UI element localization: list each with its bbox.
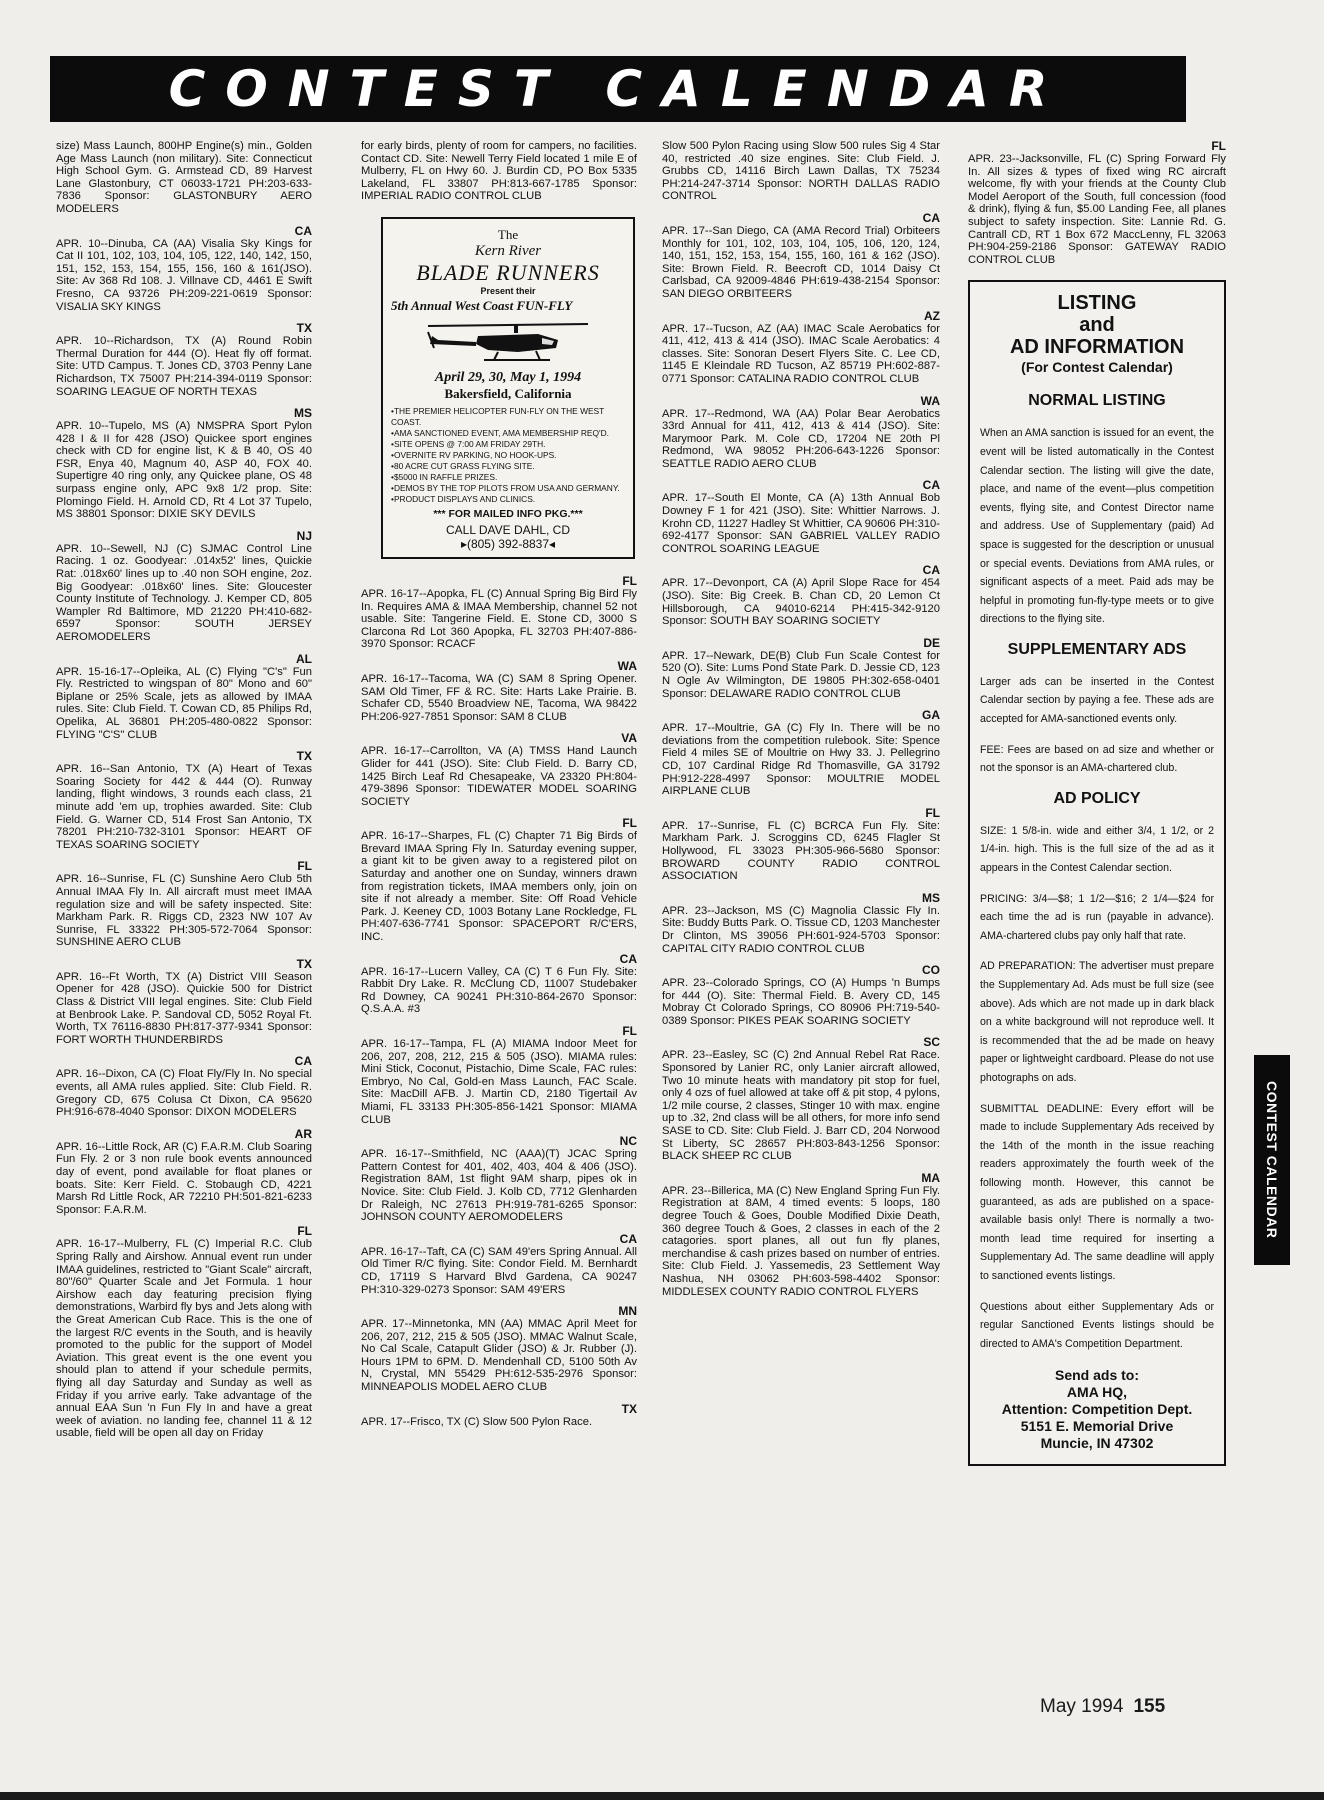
entry-text: APR. 17--Devonport, CA (A) April Slope Race for 454 (JSO). Site: Big Creek. B. Chan CD, 20 Lemon Ct Hillsborough, CA 94010-6214 PH:415-342-9120 Sponsor: SOUTH BAY SOARING SOCIETY — [662, 577, 940, 628]
entry-text: APR. 16-17--Mulberry, FL (C) Imperial R.C. Club Spring Rally and Airshow. Annual event run under IMAA guidelines, restricted to "Giant Scale" aircraft, 80"/60" Quarter Scale and Jet Formula. 1 hour Airshow each day featuring precision flying demonstrations, Warbird fly bys and Jets along with the Great American Cub Race. This is the one of the largest R/C events in the South, and is heavily promoted to the public for the support of Model Aviation. This great event is the one event you should plan to attend if your schedule permits, flying all day Saturday and Sunday as well as Friday if you arrive early. Take advantage of the annual EAA Sun 'n Fun Fly In and have a great week of aviation. no landing fee, channel 11 & 12 usable, field will be open all day on Friday — [56, 1238, 312, 1440]
calendar-entry — [56, 653, 312, 742]
questions-text: Questions about either Supplementary Ads or regular Sanctioned Events listings should be directed to AMA's Competition Department. — [980, 1300, 1214, 1350]
entry-text: APR. 10--Richardson, TX (A) Round Robin Thermal Duration for 444 (O). Heat fly off format. Site: UTD Campus. T. Jones CD, 3703 Penny Lane Richardson, TX 75007 PH:214-394-0119 Sponsor: SOARING LEAGUE OF NORTH TEXAS — [56, 335, 312, 398]
entry-text: APR. 15-16-17--Opleika, AL (C) Flying "C's" Fun Fly. Restricted to wingspan of 80" Mono and 60" Biplane or 25% Scale, jets as allowed by IMAA rules. Site: Club Field. T. Cowan CD, 85 Philips Rd, Opelika, AL 36801 PH:205-480-0822 Sponsor: FLYING "C'S" CLUB — [56, 665, 312, 741]
state-code: SC — [923, 1035, 940, 1050]
state-code: TX — [296, 956, 312, 971]
flyer-bullet: • PRODUCT DISPLAYS AND CLINICS. — [391, 494, 625, 505]
calendar-column-4 — [968, 140, 1226, 1720]
state-code: CA — [922, 210, 940, 225]
flyer-bullet: • OVERNITE RV PARKING, NO HOOK-UPS. — [391, 450, 625, 461]
entry-text: APR. 16-17--Carrollton, VA (A) TMSS Hand Launch Glider for 441 (JSO). Site: Club Field. D. Barry CD, 1425 Birch Leaf Rd Chesapeake, VA 23320 PH:804-479-3896 Sponsor: TIDEWATER MODEL SOARING SOCIETY — [361, 745, 637, 808]
state-code: FL — [297, 1224, 312, 1239]
calendar-entry — [56, 958, 312, 1047]
state-code: AR — [294, 1126, 312, 1141]
fee-text: FEE: Fees are based on ad size and whether or not the sponsor is an AMA-chartered club. — [980, 743, 1214, 775]
send-ads-label: Send ads to: — [1054, 1367, 1139, 1384]
flyer-bullet: • DEMOS BY THE TOP PILOTS FROM USA AND GERMANY. — [391, 483, 625, 494]
entry-text: APR. 10--Tupelo, MS (A) NMSPRA Sport Pylon 428 I & II for 428 (JSO) Quickee sport engines check with CD for engine list, K & B 40, OS 40 FSR, Enya 40, Magnum 40, ASP 40, FOX 40. Supertigre 40 ring only, any Quickee plane, OS 48 surpass engine only, APC 9x8 1/2 prop. Site: Plomingo Field. H. Arnold CD, Rt 4 Lot 37 Tupelo, MS 38801 Sponsor: DIXIE SKY DEVILS — [56, 420, 312, 521]
calendar-entry — [56, 530, 312, 644]
state-code: TX — [296, 749, 312, 764]
send-ads-org: AMA HQ, — [1066, 1384, 1128, 1401]
normal-listing-heading: NORMAL LISTING — [1028, 392, 1166, 410]
calendar-entry — [56, 1055, 312, 1118]
calendar-entry — [361, 1233, 637, 1296]
flyer-dates: April 29, 30, May 1, 1994 — [434, 369, 582, 385]
state-code: WA — [920, 393, 940, 408]
entry-text: APR. 17--Sunrise, FL (C) BCRCA Fun Fly. Site: Markham Park. J. Scroggins CD, 6245 Flagler St Hollywood, FL 33023 PH:305-966-5680 Sponsor: BROWARD COUNTY RADIO CONTROL ASSOCIATION — [662, 819, 940, 883]
calendar-entry — [56, 1225, 312, 1440]
state-code: AL — [296, 651, 312, 666]
calendar-entry — [361, 1403, 637, 1429]
calendar-entry — [361, 1305, 637, 1394]
calendar-entry — [56, 860, 312, 949]
state-code: TX — [621, 1401, 637, 1416]
calendar-entry — [56, 225, 312, 314]
state-code: TX — [296, 321, 312, 336]
calendar-column-3 — [662, 140, 940, 1720]
info-subtitle: (For Contest Calendar) — [1021, 359, 1173, 376]
state-code: CA — [294, 1054, 312, 1069]
info-title-and: and — [1079, 314, 1115, 337]
state-code: DE — [923, 635, 940, 650]
calendar-entry — [662, 212, 940, 301]
flyer-call: CALL DAVE DAHL, CD — [445, 522, 571, 537]
calendar-entry — [662, 1036, 940, 1162]
entry-text: APR. 23--Jackson, MS (C) Magnolia Classic Fly In. Site: Buddy Butts Park. O. Tissue CD, 1203 Manchester Dr Clinton, MS 39056 PH:601-924-5703 Sponsor: CAPITAL CITY RADIO CONTROL CLUB — [662, 904, 940, 955]
entry-text: APR. 10--Sewell, NJ (C) SJMAC Control Line Racing. 1 oz. Goodyear: .014x52' lines, Quickie Rat: .018x60' lines up to .40 non SOH engine, 2oz. Big Goodyear: .018x60' lines. Site: Gloucester County Institute of Technology. J. Kemper CD, 805 Wampler Rd Baltimore, MD 21220 PH:410-682-6597 Sponsor: SOUTH JERSEY AEROMODELERS — [56, 542, 312, 643]
flyer-bullet: • THE PREMIER HELICOPTER FUN-FLY ON THE WEST COAST. — [391, 406, 625, 428]
calendar-entry — [361, 1025, 637, 1126]
entry-text: APR. 17--Moultrie, GA (C) Fly In. There will be no deviations from the competition rulebook. Site: Spence Field 4 miles SE of Moultrie on Hwy 33. J. Pellegrino CD, 107 Cardinal Ridge Rd Thomasville, GA 31792 PH:912-228-4997 Sponsor: MOULTRIE MODEL AIRPLANE CLUB — [662, 722, 940, 798]
state-code: MA — [921, 1170, 940, 1185]
side-tab-label: CONTEST CALENDAR — [1264, 1081, 1280, 1239]
helicopter-icon — [418, 318, 598, 368]
page-number: 155 — [1133, 1696, 1166, 1717]
flyer-blade-runners: BLADE RUNNERS — [416, 259, 600, 285]
entry-text: APR. 16-17--Sharpes, FL (C) Chapter 71 Big Birds of Brevard IMAA Spring Fly In. Saturday evening supper, a giant kit to be given away to a registered pilot on Saturday and another one on Sunday, winners drawn from registration tickets, IMAA members only, join on site if not already a member. Site: Off Road Vehicle Park. J. Keeney CD, 1003 Botany Lane Rockledge, FL PH:407-636-7741 Sponsor: SPACEPORT R/C'ERS, INC. — [361, 830, 637, 944]
flyer-annual: 5th Annual West Coast FUN-FLY — [391, 297, 573, 313]
calendar-entry — [662, 1172, 940, 1298]
state-code: WA — [617, 658, 637, 673]
banner-title: CONTEST CALENDAR — [168, 60, 1068, 118]
state-code: MS — [922, 890, 940, 905]
calendar-entry — [361, 953, 637, 1016]
normal-listing-text: When an AMA sanction is issued for an event, the event will be listed automatically in the Contest Calendar section. The listing will give the date, place, and name of the event—plus competition events, flying site, and Contest Director name and address. Use of Supplementary (paid) Ad space is suggested for the description or unusual or special events. Deviations from AMA rules, or significant aspects of a meet. Paid ads may be helpful in promoting fun-fly-type meets or to give directions to the flying site. — [980, 427, 1214, 626]
flyer-bullet: • 80 ACRE CUT GRASS FLYING SITE. — [391, 461, 625, 472]
calendar-entry — [662, 637, 940, 700]
state-code: CA — [294, 223, 312, 238]
entry-text: APR. 23--Jacksonville, FL (C) Spring Forward Fly In. All sizes & types of fixed wing RC aircraft welcome, fly with your friends at the County Club Model Aeroport of the South, full concession (food & drink), flying & fun, $5.00 Landing Fee, all planes subject to safety inspection. Site: Lannie Rd. G. Cantrall CD, RT 1 Box 672 MaccLenny, FL 32063 PH:904-259-2186 Sponsor: GATEWAY RADIO CONTROL CLUB — [968, 153, 1226, 266]
state-code: MS — [294, 406, 312, 421]
state-code: CO — [922, 963, 940, 978]
supplementary-ads-text: Larger ads can be inserted in the Contest Calendar section by paying a fee. These ads are accepted for AMA-sanctioned events only. — [980, 675, 1214, 726]
page-footer — [1040, 1696, 1165, 1718]
entry-text: APR. 17--South El Monte, CA (A) 13th Annual Bob Downey F 1 for 421 (JSO). Site: Whittier Narrows. J. Krohn CD, 11227 Hadley St Whittier, CA 90606 PH:310-692-4177 Sponsor: SAN GABRIEL VALLEY RADIO CONTROL SOARING LEAGUE — [662, 492, 940, 555]
flyer-bullet: • $5000 IN RAFFLE PRIZES. — [391, 472, 625, 483]
entry-text: APR. 17--Tucson, AZ (AA) IMAC Scale Aerobatics for 411, 412, 413 & 414 (JSO). IMAC Scale Aerobatics: 4 classes. Site: Sonoran Desert Flyers Site. C. Lee CD, 1145 E Kleindale RD Tucson, AZ 85719 PH:602-887-0771 Sponsor: CATALINA RADIO CONTROL CLUB — [662, 322, 940, 385]
state-code: VA — [621, 731, 637, 746]
flyer-bullet-list — [391, 406, 625, 505]
info-title-ad-information: AD INFORMATION — [1009, 336, 1185, 359]
state-code: FL — [622, 1024, 637, 1038]
calendar-entry — [662, 807, 940, 883]
entry-text: APR. 16--Little Rock, AR (C) F.A.R.M. Club Soaring Fun Fly. 2 or 3 non rule book events announced day of event, pond available for float planes or boats. Site: Kerr Field. C. Stobaugh CD, 4221 Marsh Rd Little Rock, AR 72210 PH:501-821-6233 Sponsor: F.A.R.M. — [56, 1140, 312, 1216]
calendar-entry — [662, 964, 940, 1027]
supplementary-ads-heading: SUPPLEMENTARY ADS — [1007, 640, 1187, 658]
calendar-entry — [662, 395, 940, 471]
calendar-entry — [361, 817, 637, 943]
flyer-kern-river: Kern River — [474, 242, 542, 259]
state-code: MN — [618, 1304, 637, 1319]
issue-date: May 1994 — [1040, 1696, 1124, 1717]
state-code: FL — [925, 805, 940, 820]
submittal-deadline-text: SUBMITTAL DEADLINE: Every effort will be made to include Supplementary Ads received by the 14th of the month in the issue reaching readers approximately the fourth week of the following month. However, this cannot be guaranteed, as ads are published on a space-available basis only! There is normally a two-month lead time required for inserting a Supplementary Ad. The same deadline will apply to sanctioned events listings. — [980, 1102, 1214, 1282]
listing-ad-info-box — [968, 280, 1226, 1466]
flyer-bullet: • SITE OPENS @ 7:00 AM FRIDAY 29TH. — [391, 439, 625, 450]
calendar-entry — [361, 575, 637, 651]
state-code: NC — [619, 1134, 637, 1149]
state-code: FL — [622, 573, 637, 588]
state-code: CA — [922, 563, 940, 578]
entry-text: APR. 17--Minnetonka, MN (AA) MMAC April Meet for 206, 207, 212, 215 & 505 (JSO). MMAC Walnut Scale, No Cal Scale, Catapult Glider (JSO) & Jr. Rubber (J). Hours 1PM to 6PM. D. Mendenhall CD, 5100 50th Av N, Crystal, MN 55429 PH:612-535-2976 Sponsor: MINNEAPOLIS MODEL AERO CLUB — [361, 1318, 637, 1394]
entry-text: APR. 17--Frisco, TX (C) Slow 500 Pylon Race. — [361, 1415, 593, 1428]
state-code: FL — [622, 816, 637, 831]
flyer-the: The — [497, 226, 519, 242]
entry-text: APR. 17--Redmond, WA (AA) Polar Bear Aerobatics 33rd Annual for 411, 412, 413 & 414 (JSO). Site: Marymoor Park. M. Cole CD, 17204 NE 20th Pl Redmond, WA 98052 PH:206-643-1226 Sponsor: SEATTLE RADIO AERO CLUB — [662, 407, 940, 470]
size-text: SIZE: 1 5/8-in. wide and either 3/4, 1 1/2, or 2 1/4-in. high. This is the full size of the ad as it appears in the Contest Calendar section. — [980, 824, 1214, 875]
calendar-entry — [968, 140, 1226, 266]
calendar-entry — [361, 1135, 637, 1224]
state-code: FL — [297, 859, 312, 874]
calendar-entry — [662, 709, 940, 798]
calendar-entry — [56, 750, 312, 851]
entry-text: APR. 16-17--Smithfield, NC (AAA)(T) JCAC Spring Pattern Contest for 401, 402, 403, 404 & 406 (JSO). Registration 8AM, 1st flight 9AM sharp, pipes ok in Novice. Site: Club Field. J. Kolb CD, 7712 Glenharden Dr Raleigh, NC 27613 PH:919-781-6265 Sponsor: JOHNSON COUNTY AEROMODELERS — [361, 1148, 637, 1224]
bottom-rule — [0, 1792, 1324, 1800]
pricing-text: PRICING: 3/4—$8; 1 1/2—$16; 2 1/4—$24 for each time the ad is run (payable in advance). AMA-chartered clubs pay only half that rate. — [980, 892, 1214, 942]
entry-text: APR. 16-17--Tacoma, WA (C) SAM 8 Spring Opener. SAM Old Timer, FF & RC. Site: Harts Lake Prairie. B. Schafer CD, 5540 Broadview NE, Tacoma, WA 98422 PH:206-927-7851 Sponsor: SAM 8 CLUB — [361, 672, 637, 723]
send-ads-address — [980, 1367, 1214, 1452]
entry-text: APR. 16-17--Taft, CA (C) SAM 49'ers Spring Annual. All Old Timer R/C flying. Site: Condor Field. M. Bernhardt CD, 17119 S Harvard Blvd Gardena, CA 90247 PH:310-329-0273 Sponsor: SAM 49'ERS — [361, 1245, 637, 1296]
entry-text: APR. 17--Newark, DE(B) Club Fun Scale Contest for 520 (O). Site: Lums Pond State Park. D. Jessie CD, 123 N Ogle Av Wilmington, DE 19805 PH:302-658-0401 Sponsor: DELAWARE RADIO CONTROL CLUB — [662, 649, 940, 700]
entry-text: APR. 16--Dixon, CA (C) Float Fly/Fly In. No special events, all AMA rules applied. Site: Club Field. R. Gregory CD, 675 Colusa Ct Dixon, CA 95620 PH:916-678-4040 Sponsor: DIXON MODELERS — [56, 1068, 312, 1119]
calendar-entry — [662, 310, 940, 386]
flyer-location: Bakersfield, California — [444, 385, 572, 401]
section-side-tab — [1254, 1055, 1290, 1265]
calendar-entry — [662, 479, 940, 555]
section-banner — [50, 56, 1186, 122]
calendar-entry — [56, 140, 312, 216]
entry-text: APR. 23--Billerica, MA (C) New England Spring Fun Fly. Registration at 8AM, 4 timed events: 5 loops, 180 degree Touch & Goes, Double Modified Dixie Death, 360 degree Touch & Goes, 2 classes in each of the 2 catagories. sport planes, all out fun fly planes, merchandise & cash prizes based on number of entries. Site: Club Field. J. Yassemedis, 23 Settlement Way Nashua, NH 03062 PH:603-598-4402 Sponsor: MIDDLESEX COUNTY RADIO CONTROL FLYERS — [662, 1184, 940, 1298]
entry-text: APR. 16-17--Apopka, FL (C) Annual Spring Big Bird Fly In. Requires AMA & IMAA Membership, channel 52 not usable. Site: Tangerine Field. E. Stone CD, 3000 S Clarcona Rd Lot 360 Apopka, FL 32703 PH:407-886-3970 Sponsor: RCACF — [361, 587, 637, 651]
info-title-listing: LISTING — [1057, 292, 1137, 315]
ad-preparation-text: AD PREPARATION: The advertiser must prepare the Supplementary Ad. Ads must be full size (see above). Ads which are not made up in dark black on a white background will not reproduce well. It is recommended that the ad be made on heavy paper or lightweight cardboard. Please do not use photographs on ads. — [980, 960, 1214, 1084]
calendar-entry — [361, 660, 637, 723]
entry-text: APR. 23--Colorado Springs, CO (A) Humps 'n Bumps for 444 (O). Site: Thermal Field. B. Avery CD, 145 Mobray Ct Colorado Springs, CO 80906 PH:719-540-0389 Sponsor: PIKES PEAK SOARING SOCIETY — [662, 977, 940, 1027]
state-code: AZ — [924, 308, 940, 323]
entry-text: size) Mass Launch, 800HP Engine(s) min., Golden Age Mass Launch (non military). Site: Connecticut High School Gym. G. Armstead CD, 89 Harvest Lane Glastonbury, CT 06033-1721 PH:203-633-7836 Sponsor: GLASTONBURY AERO MODELERS — [56, 140, 312, 215]
entry-text: APR. 16--San Antonio, TX (A) Heart of Texas Soaring Society for 442 & 444 (O). Runway landing, flight windows, 3 rounds each class, 21 minute add 'em up, trophies awarded. Site: Club Field. G. Warner CD, 514 Frost San Antonio, TX 78201 PH:210-732-3101 Sponsor: HEART OF TEXAS SOARING SOCIETY — [56, 763, 312, 851]
entry-text: Slow 500 Pylon Racing using Slow 500 rules Sig 4 Star 40, restricted .40 size engines. Site: Club Field. J. Grubbs CD, 14116 Birch Lawn Dallas, TX 75234 PH:214-247-3714 Sponsor: NORTH DALLAS RADIO CONTROL — [662, 140, 940, 203]
send-ads-street: 5151 E. Memorial Drive — [1020, 1418, 1174, 1435]
calendar-entry — [361, 140, 637, 203]
flyer-mailed-info: *** FOR MAILED INFO PKG.*** — [433, 507, 583, 520]
state-code: CA — [619, 951, 637, 966]
entry-text: for early birds, plenty of room for campers, no facilities. Contact CD. Site: Newell Terry Field located 1 mile E of Mulberry, FL on Hwy 60. J. Burdin CD, PO Box 5335 Lakeland, FL 33807 PH:813-667-1785 Sponsor: IMPERIAL RADIO CONTROL CLUB — [361, 140, 637, 203]
calendar-entry — [56, 1128, 312, 1217]
entry-text: APR. 16-17--Lucern Valley, CA (C) T 6 Fun Fly. Site: Rabbit Dry Lake. R. McClung CD, 11007 Studebaker Rd Downey, CA 90241 PH:310-864-2670 Sponsor: Q.S.A.A. #3 — [361, 965, 637, 1016]
state-code: GA — [922, 708, 940, 723]
state-code: NJ — [296, 528, 312, 543]
send-ads-attention: Attention: Competition Dept. — [1001, 1401, 1193, 1418]
entry-text: APR. 16--Sunrise, FL (C) Sunshine Aero Club 5th Annual IMAA Fly In. All aircraft must meet IMAA regulation size and will be safety inspected. Site: Markham Park. R. Riggs CD, 2323 NW 107 Av Sunrise, FL 33322 PH:305-572-7064 Sponsor: SUNSHINE AERO CLUB — [56, 873, 312, 949]
ad-policy-heading: AD POLICY — [1053, 789, 1141, 807]
flyer-present: Present their — [480, 285, 536, 296]
entry-text: APR. 10--Dinuba, CA (AA) Visalia Sky Kings for Cat II 101, 102, 103, 104, 105, 122, 140, 142, 150, 151, 152, 153, 154, 155, 156, 160 & 161(JSO). Site: Av 368 Rd 108. J. Villnave CD, 4461 E Swift Fresno, CA 93726 PH:209-221-0619 Sponsor: VISALIA SKY KINGS — [56, 237, 312, 313]
blade-runners-ad — [381, 217, 635, 559]
send-ads-city: Muncie, IN 47302 — [1040, 1435, 1154, 1452]
calendar-entry — [662, 140, 940, 203]
calendar-entry — [361, 732, 637, 808]
state-code: FL — [1211, 140, 1226, 153]
entry-text: APR. 16-17--Tampa, FL (A) MIAMA Indoor Meet for 206, 207, 208, 212, 215 & 505 (JSO). MIAMA rules: Mini Stick, Coconut, Pistachio, Dime Scale, FAC rules: Embryo, No Cal, Gold-en Mass Launch, FAC Scale. Site: MacDill AFB. J. Martin CD, 2180 Tigertail Av Miami, FL 33133 PH:305-856-1421 Sponsor: MIAMA CLUB — [361, 1038, 637, 1126]
state-code: CA — [922, 478, 940, 493]
flyer-phone: ▸(805) 392-8837◂ — [460, 536, 556, 551]
flyer-bullet: • AMA SANCTIONED EVENT, AMA MEMBERSHIP REQ'D. — [391, 428, 625, 439]
calendar-entry — [662, 564, 940, 627]
entry-text: APR. 23--Easley, SC (C) 2nd Annual Rebel Rat Race. Sponsored by Lanier RC, only Lanier aircraft allowed, Two 10 minute heats with mandatory pit stop for fuel, only 4 ozs of fuel allowed at take off & pit stop, 4 pylons, 1/2 mile course, 2 classes, Stinger 10 with max. engine up to .32, 2nd class will be all others, for more info send SASE to CD. Site: Club Field. J. Barr CD, 204 Norwood St Liberty, SC 28657 PH:803-843-1256 Sponsor: BLACK SHEEP RC CLUB — [662, 1049, 940, 1163]
calendar-entry — [662, 892, 940, 955]
calendar-entry — [56, 407, 312, 521]
calendar-entry — [56, 322, 312, 398]
entry-text: APR. 17--San Diego, CA (AMA Record Trial) Orbiteers Monthly for 101, 102, 103, 104, 105, 106, 120, 124, 140, 151, 152, 153, 154, 155, 160, 161 & 162 (JSO). Site: Brown Field. R. Beecroft CD, 1014 Daisy Ct Carlsbad, CA 92009-4846 PH:619-438-2154 Sponsor: SAN DIEGO ORBITEERS — [662, 224, 940, 300]
calendar-column-1 — [56, 140, 312, 1720]
state-code: CA — [619, 1231, 637, 1246]
calendar-column-2 — [361, 140, 637, 1720]
entry-text: APR. 16--Ft Worth, TX (A) District VIII Season Opener for 428 (JSO). Quickie 500 for District Class & District VIII legal engines. Site: Club Field at Benbrook Lake. P. Sandoval CD, 5052 Royal Ft. Worth, TX 76116-8830 PH:817-377-9341 Sponsor: FORT WORTH THUNDERBIRDS — [56, 970, 312, 1046]
